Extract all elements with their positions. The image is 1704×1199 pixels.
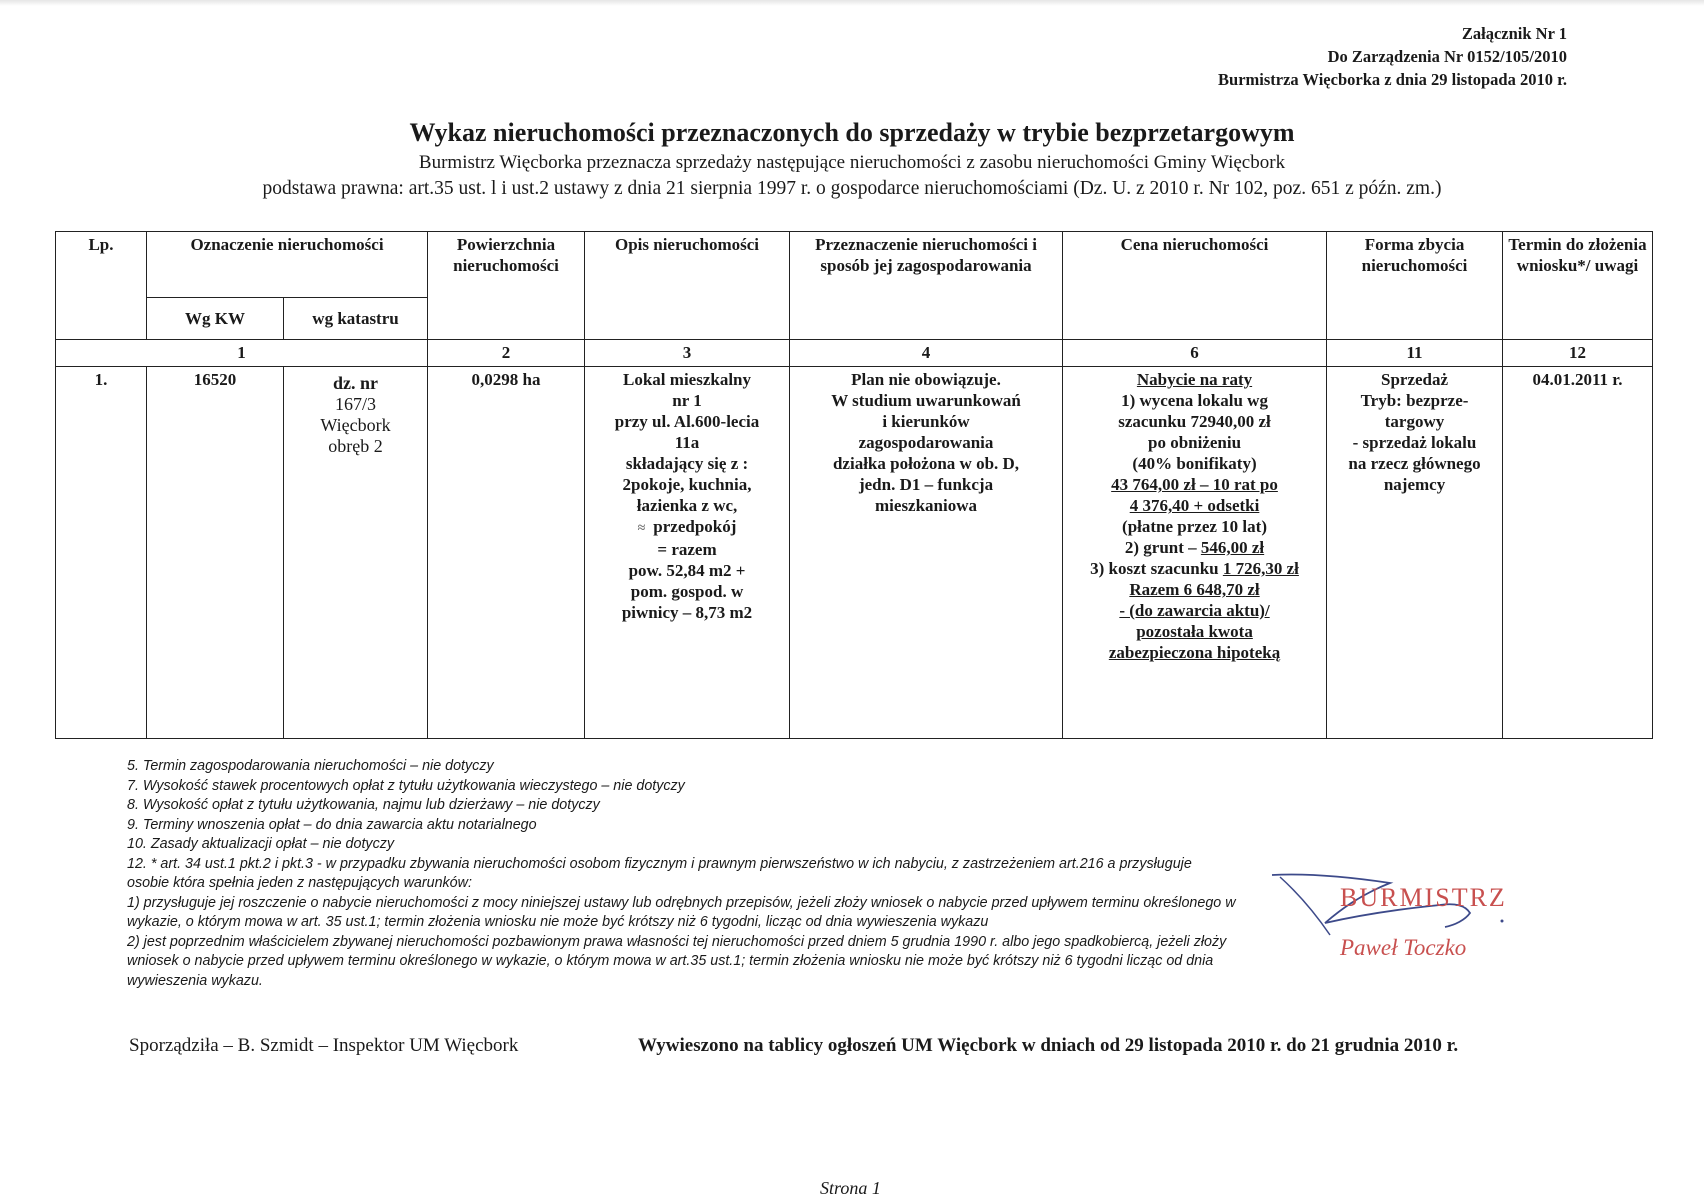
- price-amount: 1 726,30 zł: [1222, 559, 1299, 578]
- row-description: [585, 367, 790, 739]
- price-amount: 546,00 zł: [1200, 538, 1265, 557]
- property-table: [55, 231, 1653, 739]
- document-subtitle: Burmistrz Więcborka przeznacza sprzedaży następujące nieruchomości z zasobu nieruchomości Gminy Więcbork: [418, 152, 1286, 173]
- header-wg-katastru: wg katastru: [284, 298, 428, 340]
- purpose-line: mieszkaniowa: [875, 496, 978, 515]
- row-lp: 1.: [56, 367, 147, 739]
- annex-line-2: Do Zarządzenia Nr 0152/105/2010: [1327, 47, 1567, 66]
- description-line: pow. 52,84 m2 +: [628, 561, 746, 580]
- note-item: 9. Terminy wnoszenia opłat – do dnia zawarcia aktu notarialnego: [127, 816, 537, 833]
- description-line: 2pokoje, kuchnia,: [622, 475, 752, 494]
- description-line: przedpokój: [653, 517, 737, 536]
- row-purpose: [790, 367, 1063, 739]
- form-line: - sprzedaż lokalu: [1352, 433, 1477, 452]
- ink-mark-icon: ≈: [637, 521, 646, 536]
- katastru-line: obręb 2: [328, 436, 383, 456]
- note-item: 10. Zasady aktualizacji opłat – nie dotyczy: [127, 836, 395, 852]
- price-line: (40% bonifikaty): [1132, 454, 1257, 473]
- purpose-line: jedn. D1 – funkcja: [858, 475, 994, 494]
- header-deadline: Termin do złożenia wniosku*/ uwagi: [1503, 232, 1653, 340]
- price-line: 4 376,40 + odsetki: [1129, 496, 1260, 515]
- purpose-line: zagospodarowania: [858, 433, 994, 452]
- price-line: 43 764,00 zł – 10 rat po: [1111, 475, 1278, 494]
- purpose-line: działka położona w ob. D,: [832, 454, 1020, 473]
- price-text: 2) grunt –: [1124, 538, 1201, 557]
- description-line: 11a: [674, 433, 700, 452]
- header-area: Powierzchnia nieruchomości: [428, 232, 585, 340]
- row-price: [1063, 367, 1327, 739]
- annex-line-3: Burmistrza Więcborka z dnia 29 listopada 2010 r.: [1218, 70, 1567, 89]
- note-item: 2) jest poprzednim właścicielem zbywanej nieruchomości pozbawionym prawa własności tej nieruchomości przed dniem 5 grudnia 1990 r. albo jego spadkobiercą, jeżeli złoży wniosek o nabycie przed upływem terminu określonego w wykazie, o którym mowa w art.35 ust.1; termin złożenia wniosku nie może być krótszy niż 6 tygodni licząc od dnia wywieszenia wykazu.: [127, 933, 1227, 989]
- scan-edge: [0, 0, 1704, 6]
- description-line-wrap: [589, 516, 785, 539]
- column-number: 12: [1503, 340, 1653, 367]
- description-line: przy ul. Al.600-lecia: [614, 412, 760, 431]
- price-total: Razem 6 648,70 zł: [1129, 580, 1260, 599]
- price-line: pozostała kwota: [1136, 622, 1253, 641]
- price-line: - (do zawarcia aktu)/: [1119, 601, 1270, 620]
- annex-header: [1218, 22, 1567, 91]
- row-kw: 16520: [147, 367, 284, 739]
- form-line: Tryb: bezprze-: [1360, 391, 1469, 410]
- header-wg-kw: Wg KW: [147, 298, 284, 340]
- stamp-title: BURMISTRZ: [1340, 883, 1507, 912]
- row-area: 0,0298 ha: [428, 367, 585, 739]
- prepared-by: Sporządziła – B. Szmidt – Inspektor UM Więcbork: [129, 1035, 519, 1056]
- notes-section: [127, 757, 1237, 991]
- header-designation: Oznaczenie nieruchomości: [147, 232, 428, 298]
- description-line: składający się z :: [625, 454, 749, 473]
- note-item: 12. * art. 34 ust.1 pkt.2 i pkt.3 - w przypadku zbywania nieruchomości osobom fizycznym i prawnym pierwszeństwo w ich nabyciu, z zastrzeżeniem art.216 a przysługuje osobie która spełnia jeden z następujących warunków:: [127, 855, 1192, 891]
- form-line: najemcy: [1383, 475, 1446, 494]
- annex-line-1: Załącznik Nr 1: [1461, 24, 1567, 43]
- form-line: na rzecz głównego: [1348, 454, 1481, 473]
- note-item: 5. Termin zagospodarowania nieruchomości – nie dotyczy: [127, 758, 494, 774]
- posted-info: Wywieszono na tablicy ogłoszeń UM Więcbork w dniach od 29 listopada 2010 r. do 21 grudnia 2010 r.: [638, 1035, 1459, 1056]
- purpose-line: i kierunków: [882, 412, 970, 431]
- description-line: łazienka z wc,: [636, 496, 738, 515]
- row-deadline: 04.01.2011 r.: [1503, 367, 1653, 739]
- column-number: 2: [428, 340, 585, 367]
- price-line: zabezpieczona hipoteką: [1108, 643, 1281, 662]
- price-line-wrap: [1067, 537, 1322, 558]
- note-item: 1) przysługuje jej roszczenie o nabycie nieruchomości z mocy niniejszej ustawy lub odrębnych przepisów, jeżeli złoży wniosek o nabycie przed upływem terminu określonego w wykazie, o którym mowa w art. 35 ust.1; termin złożenia wniosku nie może być krótszy niż 6 tygodni, licząc od dnia wywieszenia wykazu: [127, 894, 1236, 930]
- document-title: Wykaz nieruchomości przeznaczonych do sprzedaży w trybie bezprzetargowym: [409, 118, 1295, 147]
- row-form: [1327, 367, 1503, 739]
- katastru-line: dz. nr: [333, 373, 378, 393]
- form-line: targowy: [1384, 412, 1445, 431]
- header-price: Cena nieruchomości: [1063, 232, 1327, 340]
- page-number: Strona 1: [820, 1178, 881, 1198]
- column-number: 4: [790, 340, 1063, 367]
- price-line: po obniżeniu: [1147, 433, 1242, 452]
- description-line: pom. gospod. w: [630, 582, 744, 601]
- description-line: piwnicy – 8,73 m2: [621, 603, 753, 622]
- note-item: 8. Wysokość opłat z tytułu użytkowania, najmu lub dzierżawy – nie dotyczy: [127, 797, 600, 813]
- price-text: 3) koszt szacunku: [1090, 559, 1223, 578]
- column-number: 1: [56, 340, 428, 367]
- header-form: Forma zbycia nieruchomości: [1327, 232, 1503, 340]
- column-number-row: [56, 340, 1653, 367]
- price-line: 1) wycena lokalu wg: [1121, 391, 1268, 410]
- mayor-stamp: [1270, 865, 1520, 975]
- price-line: (płatne przez 10 lat): [1122, 517, 1267, 536]
- price-line: szacunku 72940,00 zł: [1118, 412, 1271, 431]
- column-number: 11: [1327, 340, 1503, 367]
- row-katastru: [284, 367, 428, 739]
- purpose-line: Plan nie obowiązuje.: [851, 370, 1001, 389]
- header-purpose: Przeznaczenie nieruchomości i sposób jej zagospodarowania: [790, 232, 1063, 340]
- katastru-line: 167/3: [335, 394, 377, 414]
- katastru-line: Więcbork: [320, 415, 391, 435]
- stamp-name: Paweł Toczko: [1340, 935, 1467, 960]
- form-line: Sprzedaż: [1380, 370, 1449, 389]
- price-line-wrap: [1067, 558, 1322, 579]
- note-item: 7. Wysokość stawek procentowych opłat z tytułu użytkowania wieczystego – nie dotyczy: [127, 777, 685, 794]
- description-line: nr 1: [672, 391, 702, 410]
- header-description: Opis nieruchomości: [585, 232, 790, 340]
- legal-basis: podstawa prawna: art.35 ust. l i ust.2 ustawy z dnia 21 sierpnia 1997 r. o gospodarce nieruchomościami (Dz. U. z 2010 r. Nr 102, poz. 651 z późn. zm.): [262, 178, 1442, 199]
- column-number: 3: [585, 340, 790, 367]
- description-line: = razem: [657, 540, 717, 559]
- description-line: Lokal mieszkalny: [623, 370, 752, 389]
- price-heading: Nabycie na raty: [1136, 370, 1253, 389]
- purpose-line: W studium uwarunkowań: [831, 391, 1021, 410]
- header-lp: Lp.: [56, 232, 147, 340]
- column-number: 6: [1063, 340, 1327, 367]
- table-row: [56, 367, 1653, 739]
